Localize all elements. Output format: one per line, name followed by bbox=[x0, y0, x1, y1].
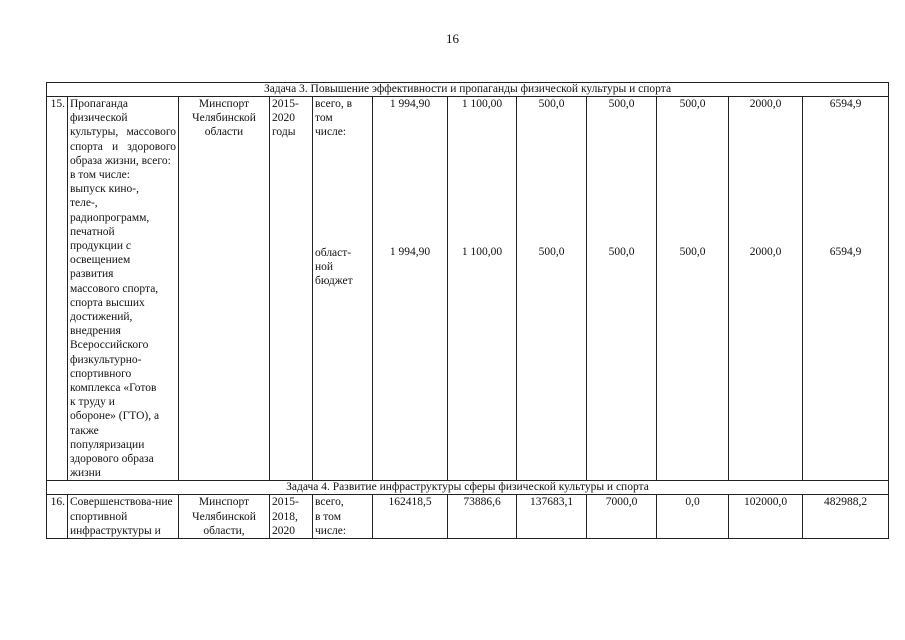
task4-row bbox=[47, 481, 889, 495]
table-row bbox=[47, 495, 889, 539]
regional-value: 1 100,00 bbox=[461, 246, 503, 259]
period: 2015- 2018, 2020 bbox=[270, 495, 313, 539]
event-sub-text: в том числе: выпуск кино-, теле-, радиопрограмм, печатной продукции с освещением развития массового спорта, спорта высших достижений, внедрения Всероссийского физкультурно- спортивного комплекса «Готов к труду и обороне» (ГТО), а также популяризации здорового образа жизни bbox=[70, 169, 160, 480]
total-value: 137683,1 bbox=[517, 495, 587, 539]
row-number: 15. bbox=[47, 97, 68, 481]
task3-row bbox=[47, 83, 889, 97]
task3-heading: Задача 3. Повышение эффективности и пропаганды физической культуры и спорта bbox=[47, 83, 889, 97]
event-name bbox=[68, 97, 179, 481]
regional-value: 1 994,90 bbox=[389, 246, 431, 259]
period: 2015- 2020 годы bbox=[270, 97, 313, 481]
value-cell bbox=[373, 97, 448, 481]
program-table bbox=[46, 82, 889, 539]
executor: Минспорт Челябинской области bbox=[179, 97, 270, 481]
total-value: 1 100,00 bbox=[461, 98, 503, 110]
value-cell bbox=[587, 97, 657, 481]
value-cell bbox=[657, 97, 729, 481]
executor: Минспорт Челябинской области, bbox=[179, 495, 270, 539]
total-value: 0,0 bbox=[657, 495, 729, 539]
total-value: 482988,2 bbox=[803, 495, 889, 539]
total-value: 162418,5 bbox=[373, 495, 448, 539]
total-value: 500,0 bbox=[679, 98, 706, 110]
funding-source bbox=[313, 97, 373, 481]
total-value: 73886,6 bbox=[448, 495, 517, 539]
value-cell bbox=[729, 97, 803, 481]
row-number: 16. bbox=[47, 495, 68, 539]
total-value: 1 994,90 bbox=[389, 98, 431, 110]
source-regional: област- ной бюджет bbox=[315, 246, 353, 288]
value-cell bbox=[448, 97, 517, 481]
total-value: 102000,0 bbox=[729, 495, 803, 539]
task4-heading: Задача 4. Развитие инфраструктуры сферы физической культуры и спорта bbox=[47, 481, 889, 495]
total-value: 6594,9 bbox=[829, 98, 862, 110]
total-value: 2000,0 bbox=[749, 98, 782, 110]
source-total: всего, в том числе: bbox=[315, 98, 353, 139]
regional-value: 500,0 bbox=[679, 246, 706, 259]
total-value: 7000,0 bbox=[587, 495, 657, 539]
event-name: Совершенствова-ние спортивной инфраструктуры и bbox=[68, 495, 179, 539]
value-cell bbox=[517, 97, 587, 481]
regional-value: 500,0 bbox=[608, 246, 635, 259]
source-total: всего, в том числе: bbox=[313, 495, 373, 539]
total-value: 500,0 bbox=[538, 98, 565, 110]
page-number: 16 bbox=[446, 31, 459, 46]
regional-value: 2000,0 bbox=[749, 246, 782, 259]
regional-value: 500,0 bbox=[538, 246, 565, 259]
total-value: 500,0 bbox=[608, 98, 635, 110]
event-main-text: Пропаганда физической культуры, массового спорта и здорового образа жизни, всего: bbox=[70, 98, 176, 167]
table-row bbox=[47, 97, 889, 481]
regional-value: 6594,9 bbox=[829, 246, 862, 259]
value-cell bbox=[803, 97, 889, 481]
